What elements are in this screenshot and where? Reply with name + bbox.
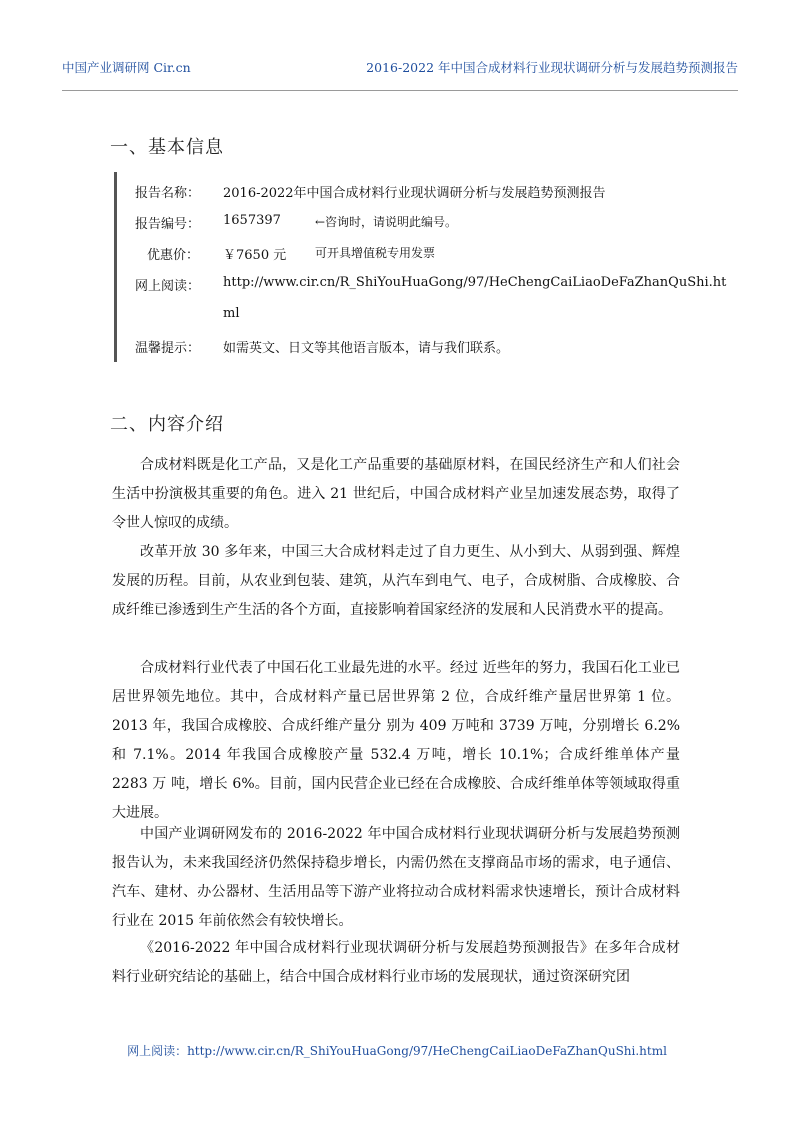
basic-info-box bbox=[114, 172, 727, 362]
info-label-id: 报告编号： bbox=[135, 217, 201, 232]
info-note-price: 可开具增值税专用发票 bbox=[315, 246, 436, 260]
info-note-id: ←咨询时，请说明此编号。 bbox=[315, 215, 458, 229]
info-value-url-line2[interactable]: ml bbox=[223, 306, 240, 321]
paragraph-3: 合成材料行业代表了中国石化工业最先进的水平。经过 近些年的努力，我国石化工业已居世界领先地位。其中，合成材料产量已居世界第 2 位，合成纤维产量居世界第 1 位。2013 年，我国合成橡胶、合成纤维产量分 别为 409 万吨和 3739 万吨，分别增长 6.2%和 7.1%。2014 年我国合成橡胶产量 532.4 万吨，增长 10.1%；合成纤维单体产量 2283 万 吨，增长 6%。目前，国内民营企业已经在合成橡胶、合成纤维单体等领域取得重大进展。 bbox=[112, 660, 680, 821]
page-footer-url[interactable]: 网上阅读：http://www.cir.cn/R_ShiYouHuaGong/97/HeChengCaiLiaoDeFaZhanQuShi.html bbox=[127, 1044, 667, 1058]
paragraph-2: 改革开放 30 多年来，中国三大合成材料走过了自力更生、从小到大、从弱到强、辉煌发展的历程。目前，从农业到包装、建筑，从汽车到电气、电子，合成树脂、合成橡胶、合成纤维已渗透到生产生活的各个方面，直接影响着国家经济的发展和人民消费水平的提高。 bbox=[112, 544, 680, 618]
section-title-basic-info: 一、基本信息 bbox=[110, 137, 224, 158]
info-value-id: 1657397 bbox=[223, 213, 281, 228]
info-value-name: 2016-2022年中国合成材料行业现状调研分析与发展趋势预测报告 bbox=[223, 186, 606, 201]
info-label-tip: 温馨提示： bbox=[135, 341, 201, 356]
section-title-content-intro: 二、内容介绍 bbox=[110, 414, 224, 435]
header-site-name: 中国产业调研网 Cir.cn bbox=[62, 60, 191, 75]
paragraph-5: 《2016-2022 年中国合成材料行业现状调研分析与发展趋势预测报告》在多年合成材料行业研究结论的基础上，结合中国合成材料行业市场的发展现状，通过资深研究团 bbox=[112, 940, 680, 985]
info-label-url: 网上阅读： bbox=[135, 279, 201, 294]
info-label-name: 报告名称： bbox=[135, 186, 201, 201]
paragraph-4: 中国产业调研网发布的 2016-2022 年中国合成材料行业现状调研分析与发展趋势预测报告认为，未来我国经济仍然保持稳步增长，内需仍然在支撑商品市场的需求，电子通信、汽车、建材、办公器材、生活用品等下游产业将拉动合成材料需求快速增长，预计合成材料行业在 2015 年前依然会有较快增长。 bbox=[112, 826, 680, 929]
info-label-price: 优惠价： bbox=[147, 248, 200, 263]
header-report-title: 2016-2022 年中国合成材料行业现状调研分析与发展趋势预测报告 bbox=[366, 60, 738, 75]
page-header bbox=[62, 58, 738, 78]
header-divider bbox=[62, 90, 738, 91]
info-value-price: ￥7650 元 bbox=[223, 248, 287, 263]
info-value-url-line1[interactable]: http://www.cir.cn/R_ShiYouHuaGong/97/HeChengCaiLiaoDeFaZhanQuShi.ht bbox=[223, 275, 727, 290]
info-value-tip: 如需英文、日文等其他语言版本，请与我们联系。 bbox=[223, 341, 510, 356]
paragraph-1: 合成材料既是化工产品，又是化工产品重要的基础原材料，在国民经济生产和人们社会生活中扮演极其重要的角色。进入 21 世纪后，中国合成材料产业呈加速发展态势，取得了令世人惊叹的成绩。 bbox=[112, 457, 680, 531]
